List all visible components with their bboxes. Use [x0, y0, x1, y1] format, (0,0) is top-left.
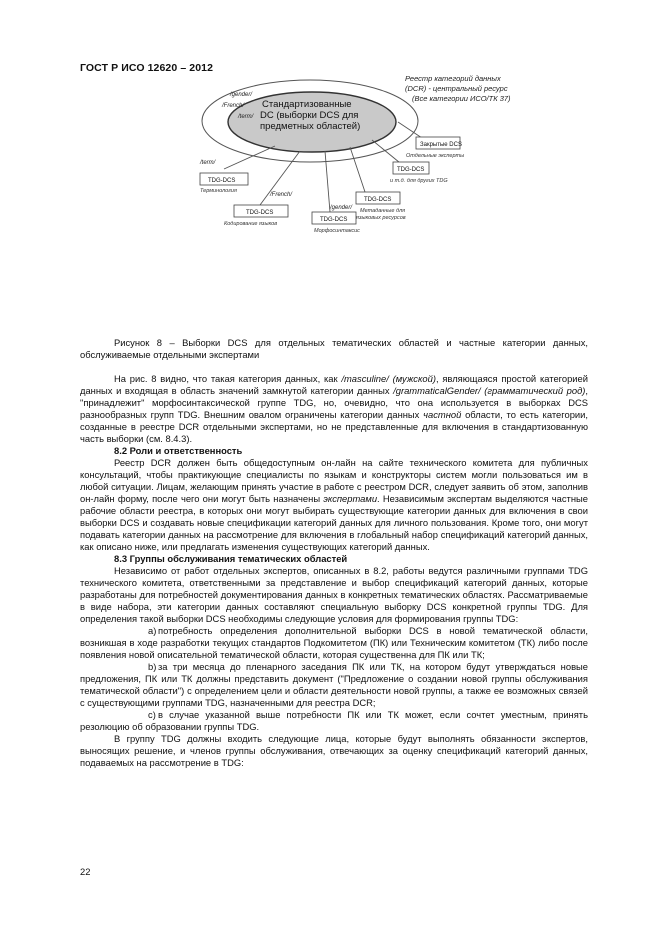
registry-label-2: (DCR) - центральный ресурс [405, 84, 508, 93]
svg-text:TDG-DCS: TDG-DCS [208, 178, 236, 184]
figure-caption: Рисунок 8 – Выборки DCS для отдельных тематических областей и частные категории данных, обслуживаемые отдельными экспертами [80, 337, 588, 360]
svg-text:Отдельные эксперты: Отдельные эксперты [406, 153, 465, 159]
section-heading-8-2: 8.2 Роли и ответственность [114, 445, 243, 456]
box-closed-dcs [406, 137, 464, 159]
ellipse-tag-french: /French/ [222, 103, 245, 109]
svg-text:Морфосинтаксис: Морфосинтаксис [314, 228, 360, 234]
svg-text:и т.д. для других TDG: и т.д. для других TDG [390, 178, 448, 184]
dcs-diagram [180, 72, 560, 248]
box-tdg-metadata [355, 192, 406, 221]
svg-text:Кодирование языков: Кодирование языков [224, 221, 278, 227]
figure-8-diagram [180, 72, 560, 248]
svg-text:/term/: /term/ [200, 160, 216, 166]
registry-label-3: (Все категории ИСО/ТК 37) [412, 94, 511, 103]
document-body [80, 373, 588, 769]
list-item-a: a) потребность определения дополнительной выборки DCS в новой тематической области, возникшая в ходе разработки текущих стандартов Подкомитетом (ПК) или Техническим комитетом (ТК) либо после появления новой описательной тематической области, которая существенна для ПК или ТК; [80, 625, 588, 660]
svg-text:TDG-DCS: TDG-DCS [364, 197, 392, 203]
ellipse-text-3: предметных областей) [260, 121, 361, 132]
paragraph-1: На рис. 8 видно, что такая категория данных, как /masculine/ (мужской), являющаяся простой категорией данных и входящая в область значений замкнутой категории данных /grammaticalGender/ (грамматический род), "принадлежит" морфосинтаксической группе TDG, но, очевидно, что она используется в выборках DCS разнообразных групп TDG. Внешним овалом ограничены категории данных частной области, то есть категории, созданные в реестре DCR отдельными экспертами, но не представленные для включения в стандартизованную часть выборки (см. 8.4.3). [80, 373, 588, 444]
box-tdg-morphosyntax [312, 205, 360, 234]
registry-label-1: Реестр категорий данных [405, 74, 501, 83]
ellipse-text-2: DC (выборки DCS для [260, 110, 359, 121]
paragraph-3: Независимо от работ отдельных экспертов, описанных в 8.2, работы ведутся различными группами TDG технического комитета, ответственными за представление и выбор спецификаций категорий данных, которые разработаны для потребностей документирования данных в конкретных тематических областях. Рассматриваемые в виде набора, эти категории данных составляют специальную выборку DCS конкретной группы TDG. Для определения такой выборки DCS необходимы следующие условия для формирования группы TDG: [80, 565, 588, 624]
svg-text:Терминология: Терминология [200, 188, 237, 194]
paragraph-4: В группу TDG должны входить следующие лица, которые будут выполнять обязанности экспертов, выносящих решение, и членов группы обслуживания, отвечающих за оценку спецификаций категорий данных, подаваемых на рассмотрение в TDG: [80, 733, 588, 768]
svg-text:TDG-DCS: TDG-DCS [246, 210, 274, 216]
svg-text:Закрытые DCS: Закрытые DCS [420, 142, 462, 148]
document-header: ГОСТ Р ИСО 12620 – 2012 [80, 62, 214, 74]
svg-text:Метаданные для: Метаданные для [360, 208, 406, 214]
box-tdg-terminology [199, 160, 248, 194]
svg-text:/French/: /French/ [270, 192, 293, 198]
box-tdg-language-coding [224, 192, 293, 227]
section-heading-8-3: 8.3 Группы обслуживания тематических областей [114, 553, 348, 564]
svg-text:TDG-DCS: TDG-DCS [320, 217, 348, 223]
page-number: 22 [80, 866, 91, 877]
list-item-b: b) за три месяца до пленарного заседания ПК или ТК, на котором будут утверждаться новые предложения, ПК или ТК должны представить документ ("Предложение о создании новой группы обслуживания тематической области") с определением цели и области деятельности новой группы, а также ее возможных связей с существующими группами TDG, назначенными для реестра DCR; [80, 661, 588, 708]
paragraph-2: Реестр DCR должен быть общедоступным он-лайн на сайте технического комитета для публичных консультаций, чтобы практикующие специалисты по языкам и конструкторы систем могли пользоваться им в любой ситуации. Лицам, желающим принять участие в работе с реестром DCR, следует заявить об этом, заполнив он-лайн форму, после чего они могут быть назначены экспертами. Независимым экспертам выделяются частные рабочие области реестра, в которых они могут выбирать существующие категории данных для включения в свои выборки DCS и создавать новые спецификации категорий данных для личного пользования. Кроме того, они могут подавать категории данных на рассмотрение для включения в глобальный набор спецификаций категорий данных, как описано ниже, или предлагать изменения существующих категорий данных. [80, 457, 588, 552]
ellipse-text-1: Стандартизованные [262, 99, 352, 110]
svg-text:языковых ресурсов: языковых ресурсов [356, 215, 406, 221]
box-tdg-other [390, 162, 448, 184]
list-item-c: c) в случае указанной выше потребности ПК или ТК может, если сочтет уместным, принять резолюцию об образовании группы TDG. [80, 709, 588, 732]
svg-text:TDG-DCS: TDG-DCS [397, 167, 425, 173]
ellipse-tag-gender: /gender/ [230, 92, 253, 98]
ellipse-tag-term: /term/ [238, 114, 254, 120]
svg-text:/gender/: /gender/ [330, 205, 353, 211]
